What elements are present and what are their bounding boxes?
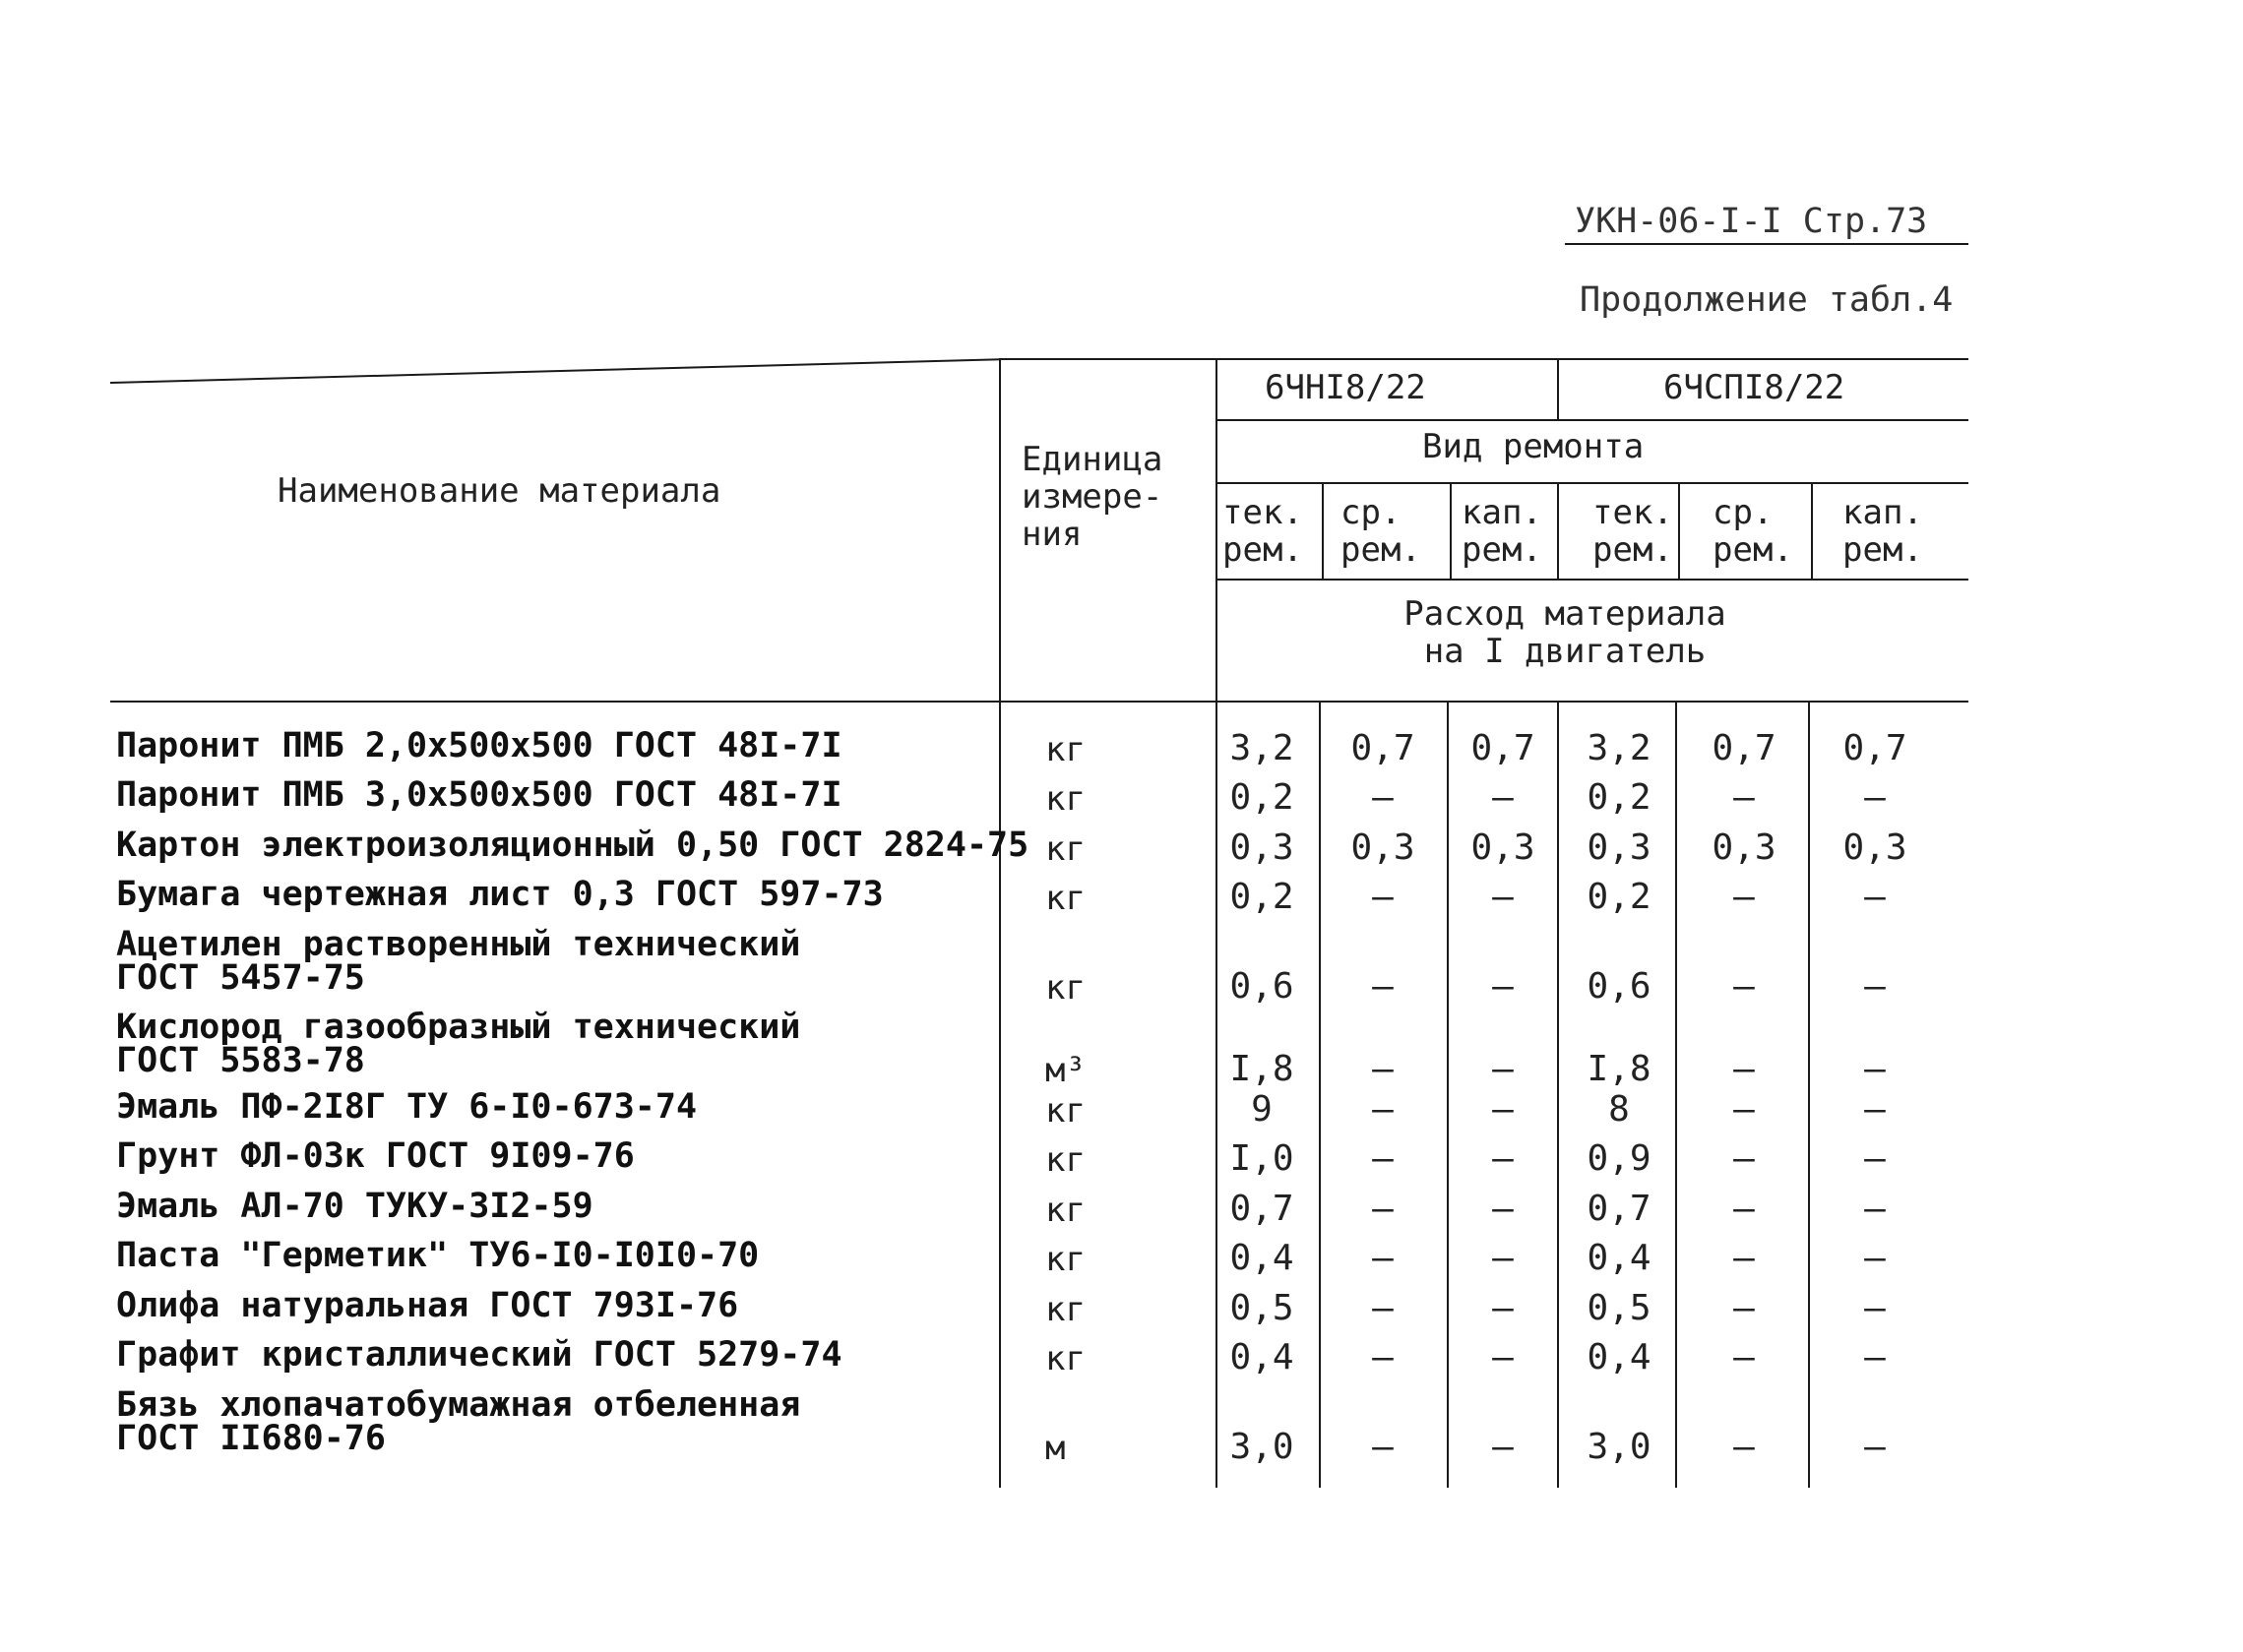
row-name: Олифа натуральная ГОСТ 793I-76 <box>116 1286 739 1325</box>
header-bottom-border <box>110 701 1968 703</box>
row-name-continued: ГОСТ 5583-78 <box>116 1041 365 1080</box>
row-name: Эмаль АЛ-70 ТУКУ-3I2-59 <box>116 1187 593 1226</box>
repair-type-border <box>1217 482 1968 484</box>
row-value: 0,7 <box>1712 728 1776 768</box>
row-value: – <box>1733 877 1755 917</box>
row-value: 0,3 <box>1229 827 1294 868</box>
row-value: 0,2 <box>1587 877 1651 917</box>
col-divider-unit <box>999 358 1001 1488</box>
row-unit: кг <box>1045 730 1086 769</box>
repair-col-1: тек. рем. <box>1222 493 1303 570</box>
row-unit: кг <box>1045 829 1086 869</box>
row-name: Кислород газообразный технический <box>116 1008 801 1047</box>
repair-col-5: ср. рем. <box>1713 493 1793 570</box>
row-value: – <box>1372 1238 1394 1278</box>
row-value: – <box>1733 1138 1755 1179</box>
row-value: I,8 <box>1229 1049 1294 1089</box>
col-divider-engine <box>1557 358 1559 419</box>
row-value: 0,7 <box>1842 728 1907 768</box>
row-value: 0,4 <box>1587 1337 1651 1377</box>
header-underline <box>1565 243 1968 245</box>
row-name: Паронит ПМБ 3,0х500х500 ГОСТ 48I-7I <box>116 775 842 815</box>
col-divider-1 <box>1322 482 1324 581</box>
row-value: – <box>1733 1337 1755 1377</box>
row-value: 0,2 <box>1229 777 1294 818</box>
row-value: – <box>1492 1337 1514 1377</box>
row-value: 0,5 <box>1587 1288 1651 1328</box>
repair-col-2: ср. рем. <box>1340 493 1421 570</box>
row-value: 0,3 <box>1470 827 1535 868</box>
row-value: 0,6 <box>1587 966 1651 1007</box>
row-value: – <box>1492 1238 1514 1278</box>
row-unit: кг <box>1045 1339 1086 1378</box>
row-value: 0,7 <box>1587 1189 1651 1229</box>
row-value: – <box>1864 1049 1886 1089</box>
col-divider-1-rows <box>1319 701 1321 1488</box>
header-repair-type: Вид ремонта <box>1422 427 1645 466</box>
row-value: – <box>1492 1189 1514 1229</box>
page-number: Стр.73 <box>1802 202 1928 241</box>
row-value: 0,7 <box>1350 728 1415 768</box>
row-value: – <box>1492 966 1514 1007</box>
row-value: 0,3 <box>1712 827 1776 868</box>
row-name-continued: ГОСТ II680-76 <box>116 1419 386 1458</box>
row-value: – <box>1372 1427 1394 1467</box>
row-value: – <box>1864 877 1886 917</box>
row-value: 0,3 <box>1350 827 1415 868</box>
col-divider-engine-rows <box>1557 701 1559 1488</box>
row-value: 0,9 <box>1587 1138 1651 1179</box>
row-value: 9 <box>1251 1089 1273 1130</box>
row-value: – <box>1492 777 1514 818</box>
row-name: Картон электроизоляционный 0,50 ГОСТ 2824-75 <box>116 826 1029 865</box>
repair-col-4: тек. рем. <box>1592 493 1673 570</box>
row-value: 0,5 <box>1229 1288 1294 1328</box>
row-value: – <box>1372 777 1394 818</box>
row-name: Ацетилен растворенный технический <box>116 925 801 964</box>
row-name: Грунт ФЛ-03к ГОСТ 9I09-76 <box>116 1136 635 1176</box>
row-value: – <box>1864 1089 1886 1130</box>
row-name-continued: ГОСТ 5457-75 <box>116 958 365 998</box>
row-name: Эмаль ПФ-2I8Г ТУ 6-I0-673-74 <box>116 1087 698 1127</box>
row-value: 0,2 <box>1229 877 1294 917</box>
col-divider-2 <box>1450 482 1452 581</box>
row-value: – <box>1372 1337 1394 1377</box>
row-value: – <box>1864 1337 1886 1377</box>
row-value: 0,4 <box>1229 1337 1294 1377</box>
document-code <box>1575 202 1927 241</box>
repair-cols-border <box>1217 579 1968 581</box>
row-name: Бязь хлопачатобумажная отбеленная <box>116 1385 801 1425</box>
header-consumption: Расход материала на I двигатель <box>1403 594 1726 671</box>
row-value: 0,7 <box>1470 728 1535 768</box>
row-value: – <box>1864 1138 1886 1179</box>
repair-col-3: кап. рем. <box>1462 493 1542 570</box>
row-value: – <box>1864 966 1886 1007</box>
row-unit: кг <box>1045 779 1086 819</box>
col-divider-engine-body <box>1557 482 1559 581</box>
row-unit: м³ <box>1045 1051 1086 1090</box>
col-divider-4-rows <box>1675 701 1677 1488</box>
doc-code: УКН-06-I-I <box>1575 202 1782 241</box>
row-value: – <box>1372 1138 1394 1179</box>
row-value: – <box>1372 877 1394 917</box>
row-value: 0,3 <box>1842 827 1907 868</box>
row-value: – <box>1372 966 1394 1007</box>
row-name: Паста "Герметик" ТУ6-I0-I0I0-70 <box>116 1236 760 1275</box>
row-value: – <box>1864 1189 1886 1229</box>
table-top-border-right <box>999 358 1968 360</box>
row-value: – <box>1492 877 1514 917</box>
header-engine-1: 6ЧНI8/22 <box>1265 368 1426 407</box>
row-value: – <box>1492 1427 1514 1467</box>
row-name: Бумага чертежная лист 0,3 ГОСТ 597-73 <box>116 875 884 914</box>
row-value: 3,0 <box>1587 1427 1651 1467</box>
row-unit: кг <box>1045 879 1086 918</box>
row-value: – <box>1864 1427 1886 1467</box>
row-value: 3,2 <box>1587 728 1651 768</box>
row-value: 0,3 <box>1587 827 1651 868</box>
row-value: – <box>1733 1049 1755 1089</box>
row-value: 3,0 <box>1229 1427 1294 1467</box>
row-value: – <box>1372 1288 1394 1328</box>
row-value: – <box>1733 966 1755 1007</box>
row-value: 0,6 <box>1229 966 1294 1007</box>
row-value: 0,4 <box>1587 1238 1651 1278</box>
row-value: I,8 <box>1587 1049 1651 1089</box>
row-value: – <box>1372 1049 1394 1089</box>
row-value: 0,2 <box>1587 777 1651 818</box>
row-name: Графит кристаллический ГОСТ 5279-74 <box>116 1335 842 1375</box>
row-value: – <box>1864 1288 1886 1328</box>
row-value: – <box>1864 1238 1886 1278</box>
col-divider-5-rows <box>1808 701 1810 1488</box>
row-value: – <box>1492 1049 1514 1089</box>
engine-row-border <box>1217 419 1968 421</box>
table-top-border-left <box>110 358 1001 384</box>
row-value: – <box>1733 777 1755 818</box>
row-unit: кг <box>1045 1140 1086 1180</box>
row-unit: кг <box>1045 1091 1086 1131</box>
row-value: – <box>1733 1427 1755 1467</box>
row-name: Паронит ПМБ 2,0х500х500 ГОСТ 48I-7I <box>116 726 842 765</box>
row-value: 0,4 <box>1229 1238 1294 1278</box>
row-unit: кг <box>1045 968 1086 1008</box>
row-unit: кг <box>1045 1240 1086 1279</box>
row-value: – <box>1492 1089 1514 1130</box>
row-value: 0,7 <box>1229 1189 1294 1229</box>
repair-col-6: кап. рем. <box>1842 493 1923 570</box>
row-value: – <box>1492 1288 1514 1328</box>
header-engine-2: 6ЧСПI8/22 <box>1663 368 1845 407</box>
row-value: – <box>1733 1189 1755 1229</box>
row-value: – <box>1492 1138 1514 1179</box>
row-value: 8 <box>1608 1089 1630 1130</box>
row-value: – <box>1372 1189 1394 1229</box>
row-value: 3,2 <box>1229 728 1294 768</box>
row-unit: кг <box>1045 1191 1086 1230</box>
row-unit: м <box>1045 1429 1066 1468</box>
row-value: – <box>1372 1089 1394 1130</box>
header-material-name: Наименование материала <box>278 471 721 511</box>
row-value: I,0 <box>1229 1138 1294 1179</box>
row-value: – <box>1733 1089 1755 1130</box>
row-unit: кг <box>1045 1290 1086 1329</box>
table-continuation-label: Продолжение табл.4 <box>1580 280 1954 320</box>
header-unit: Единица измере- ния <box>1022 440 1163 554</box>
row-value: – <box>1733 1238 1755 1278</box>
row-value: – <box>1733 1288 1755 1328</box>
row-value: – <box>1864 777 1886 818</box>
col-divider-5 <box>1811 482 1813 581</box>
